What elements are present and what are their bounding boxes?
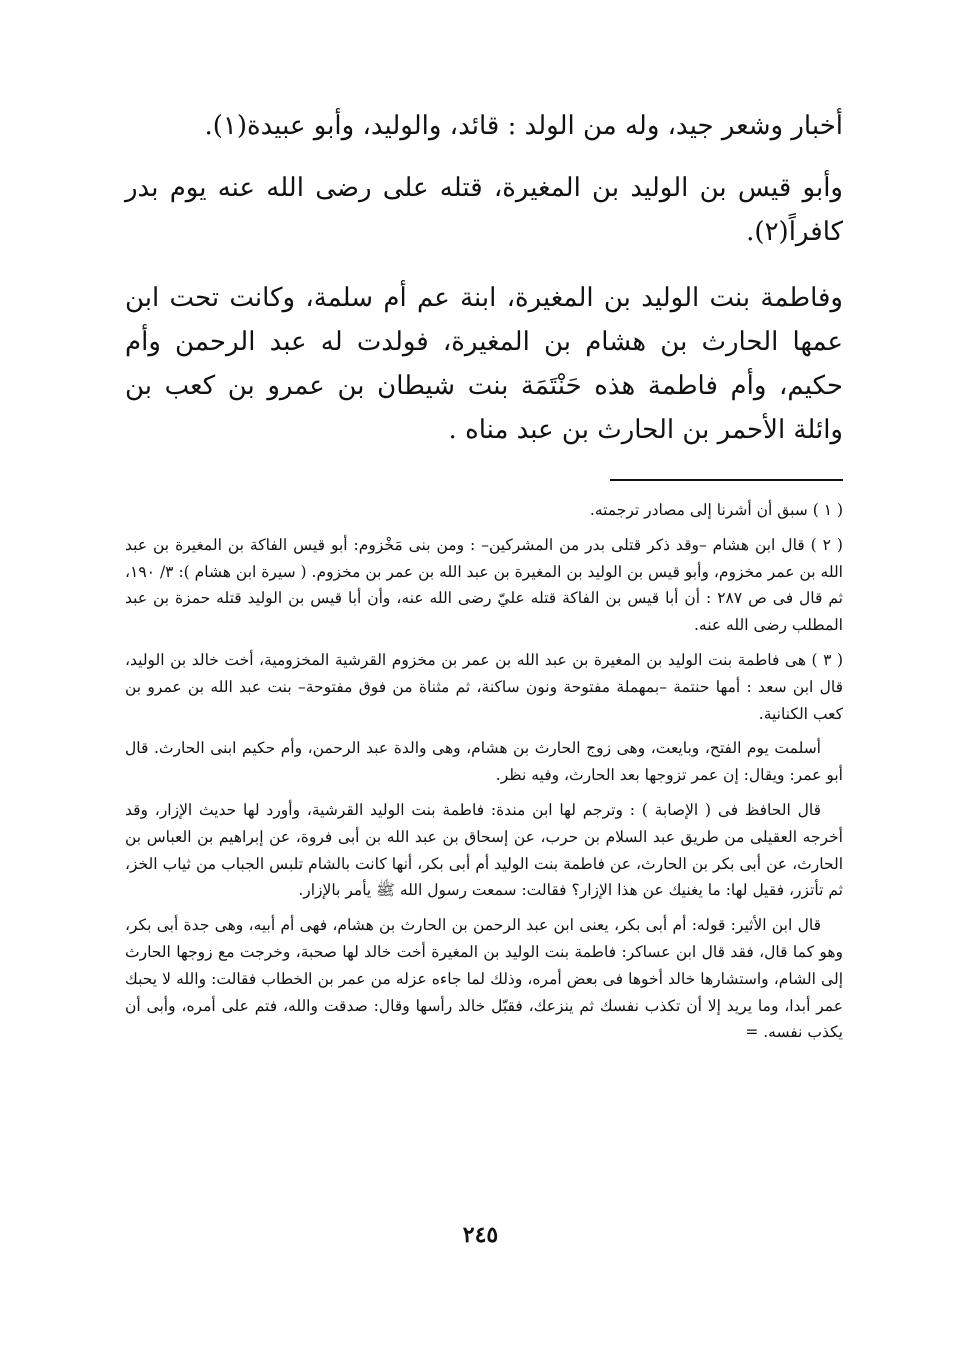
footnote-2: ( ٢ ) قال ابن هشام –وقد ذكر قتلى بدر من المشركين– : ومن بنى مَخْزوم: أبو قيس الفاكة بن المغيرة بن عبد الله بن عمر مخزوم، وأبو قيس بن الوليد بن المغيرة بن عبد الله بن عمر بن مخزوم. ( سيرة ابن هشام ): ٣/ ١٩٠، ثم قال فى ص ٢٨٧ : أن أبا قيس بن الفاكة قتله عليّ رضى الله عنه، وأن أبا قيس بن الوليد قتله حمزة بن عبد المطلب رضى الله عنه.	[125, 535, 843, 635]
main-paragraph-3: وفاطمة بنت الوليد بن المغيرة، ابنة عم أم سلمة، وكانت تحت ابن عمها الحارث بن هشام بن المغيرة، فولدت له عبد الرحمن وأم حكيم، وأم فاطمة هذه حَنْتَمَة بنت شيطان بن عمرو بن كعب بن وائلة الأحمر بن الحارث بن عبد مناه .	[125, 283, 843, 445]
footnote-divider	[610, 479, 843, 481]
footnote-3-continuation-3: قال ابن الأثير: قوله: أم أبى بكر، يعنى ابن عبد الرحمن بن الحارث بن هشام، فهى أم أبيه، وهى جدة أبى بكر، وهو كما قال، فقد قال ابن عساكر: فاطمة بنت الوليد بن المغيرة أخت خالد لها صحبة، وخرجت مع زوجها الحارث إلى الشام، واستشارها خالد أخوها فى بعض أمره، وذلك لما جاءه عزله من عمر بن الخطاب فقالت: والله لا يحبك عمر أبدا، وما يريد إلا أن تكذب نفسك ثم ينزعك، فقبّل خالد رأسها وقال: صدقت والله، فتم على أمره، وأبى أن يكذب نفسه. =	[125, 916, 843, 1042]
footnote-3-continuation-1: أسلمت يوم الفتح، وبايعت، وهى زوج الحارث بن هشام، وهى والدة عبد الرحمن، وأم حكيم ابنى الحارث. قال أبو عمر: ويقال: إن عمر تزوجها بعد الحارث، وفيه نظر.	[125, 739, 843, 785]
main-paragraph-2: وأبو قيس بن الوليد بن المغيرة، قتله على رضى الله عنه يوم بدر كافراً(٢).	[125, 173, 843, 247]
footnote-1: ( ١ ) سبق أن أشرنا إلى مصادر ترجمته.	[589, 501, 843, 519]
main-paragraph-1: أخبار وشعر جيد، وله من الولد : قائد، والوليد، وأبو عبيدة(١).	[204, 111, 843, 141]
footnote-3-continuation-2: قال الحافظ فى ( الإصابة ) : وترجم لها ابن مندة: فاطمة بنت الوليد القرشية، وأورد لها حديث الإزار، وقد أخرجه العقيلى من طريق عبد السلام بن حرب، عن إسحاق بن عبد الله بن أبى فروة، عن إبراهيم بن العباس بن الحارث، عن أبى بكر بن الحارث، عن فاطمة بنت الوليد أم أبى بكر، أنها كانت بالشام تلبس الجباب من ثياب الخز، ثم تأتزر، فقيل لها: ما يغنيك عن هذا الإزار؟ فقالت: سمعت رسول الله ﷺ يأمر بالإزار.	[125, 800, 843, 900]
footnote-3: ( ٣ ) هى فاطمة بنت الوليد بن المغيرة بن عبد الله بن عمر بن مخزوم القرشية المخزومية، أخت خالد بن الوليد، قال ابن سعد : أمها حنتمة –بمهملة مفتوحة ونون ساكنة، ثم مثناة من فوق مفتوحة– بنت عبد الله بن عمرو بن كعب الكنانية.	[125, 650, 843, 723]
main-text-block	[125, 104, 843, 470]
footnotes-block	[125, 497, 843, 1054]
page-number: ٢٤٥	[462, 1222, 499, 1248]
